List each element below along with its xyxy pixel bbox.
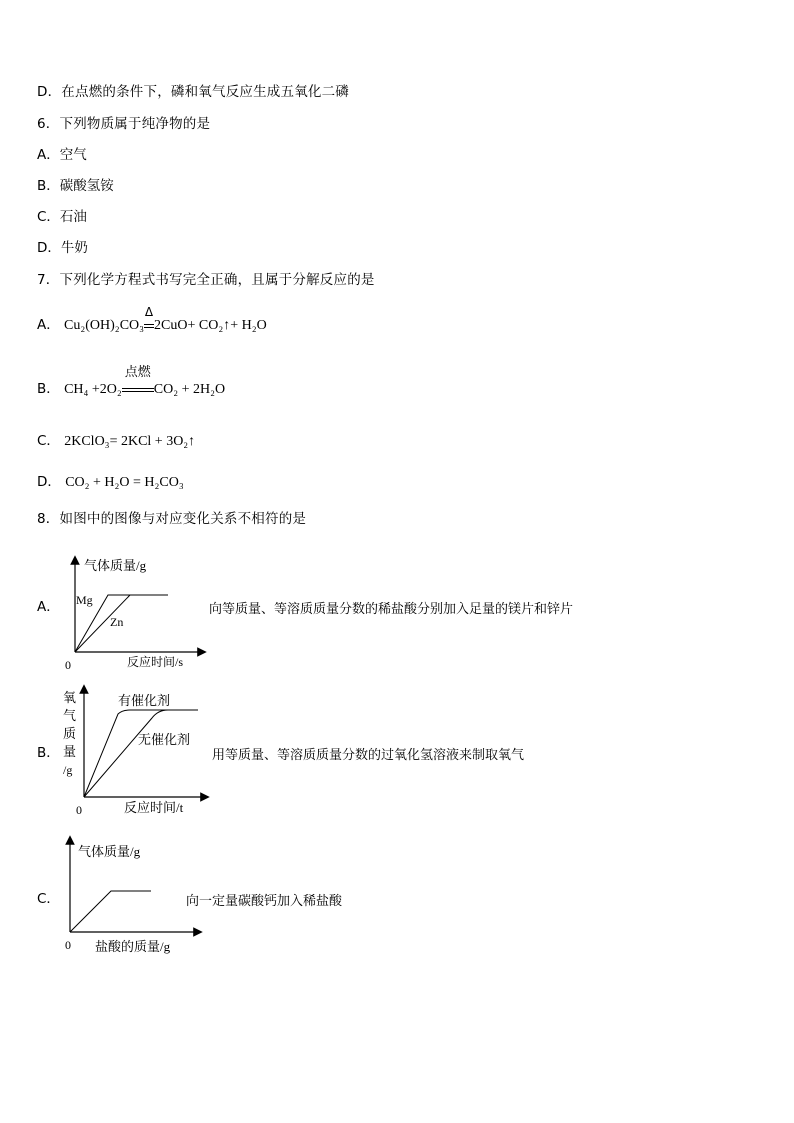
graph-a-ylabel: 气体质量/g xyxy=(84,558,147,573)
q6-option-d: D．牛奶 xyxy=(37,240,88,256)
graph-a-xlabel: 反应时间/s xyxy=(127,655,184,669)
q7-option-c xyxy=(37,432,195,451)
q7-label-c: C． xyxy=(37,433,60,449)
graph-b-xlabel: 反应时间/t xyxy=(124,800,184,815)
graph-b xyxy=(60,684,210,823)
graph-b-catalyst-curve xyxy=(84,710,198,797)
q5-option-d: D．在点燃的条件下，磷和氧气反应生成五氧化二磷 xyxy=(37,84,349,100)
eq-a-condition xyxy=(144,305,154,335)
graph-b-no-catalyst-curve xyxy=(84,710,168,797)
q7-option-a xyxy=(37,305,267,335)
graph-c-desc: 向一定量碳酸钙加入稀盐酸 xyxy=(186,894,343,909)
graph-a-mg-label: Mg xyxy=(76,593,93,607)
graph-a-origin: 0 xyxy=(65,658,71,672)
graph-b-ylabel-4: 量 xyxy=(63,744,77,759)
ignite-label: 点燃 xyxy=(124,365,151,380)
graph-a-desc: 向等质量、等溶质质量分数的稀盐酸分别加入足量的镁片和锌片 xyxy=(209,602,574,617)
q6-option-c: C．石油 xyxy=(37,209,87,225)
graph-b-ylabel-3: 质 xyxy=(63,726,77,741)
equation-d: CO₂ + H₂O = H₂CO₃ xyxy=(65,475,184,490)
q8-label-c: C． xyxy=(37,891,60,907)
graph-c-xlabel: 盐酸的质量/g xyxy=(95,939,171,954)
q7-label-d: D． xyxy=(37,474,61,490)
q6-stem: 6．下列物质属于纯净物的是 xyxy=(37,116,211,132)
eq-b-right: CO₂ + 2H₂O xyxy=(153,382,226,397)
q7-option-b xyxy=(37,365,226,399)
q7-stem: 7．下列化学方程式书写完全正确，且属于分解反应的是 xyxy=(37,272,375,288)
graph-c-ylabel: 气体质量/g xyxy=(78,844,141,859)
graph-b-ylabel-5: /g xyxy=(63,763,73,777)
q8-label-b: B． xyxy=(37,745,60,761)
graph-b-desc: 用等质量、等溶质质量分数的过氧化氢溶液来制取氧气 xyxy=(212,748,525,763)
graph-b-ylabel-2: 气 xyxy=(63,708,77,723)
graph-a xyxy=(60,552,210,676)
graph-c-origin: 0 xyxy=(65,938,71,952)
graph-b-catalyst-label: 有催化剂 xyxy=(118,693,171,708)
q6-option-a: A．空气 xyxy=(37,147,87,163)
eq-a-left: Cu₂(OH)₂CO₃ xyxy=(64,318,145,333)
q7-option-d xyxy=(37,473,184,492)
eq-b-left: CH₄ +2O₂ xyxy=(64,382,122,397)
heat-symbol: Δ xyxy=(144,305,154,319)
q8-label-a: A． xyxy=(37,599,60,615)
q8-stem: 8．如图中的图像与对应变化关系不相符的是 xyxy=(37,511,307,527)
equation-c: 2KClO₃= 2KCl + 3O₂↑ xyxy=(64,434,196,449)
eq-a-right: 2CuO+ CO₂↑+ H₂O xyxy=(154,318,267,333)
equation-b xyxy=(64,365,226,397)
graph-b-no-catalyst-label: 无催化剂 xyxy=(138,732,191,747)
graph-a-zn-label: Zn xyxy=(110,615,124,629)
graph-c-line xyxy=(70,891,151,932)
q7-label-a: A． xyxy=(37,317,60,333)
equation-a xyxy=(64,305,267,333)
q7-label-b: B． xyxy=(37,381,60,397)
q6-option-b: B．碳酸氢铵 xyxy=(37,178,114,194)
graph-b-origin: 0 xyxy=(76,803,82,817)
graph-b-ylabel-1: 氧 xyxy=(63,690,77,705)
eq-b-condition xyxy=(122,365,154,399)
